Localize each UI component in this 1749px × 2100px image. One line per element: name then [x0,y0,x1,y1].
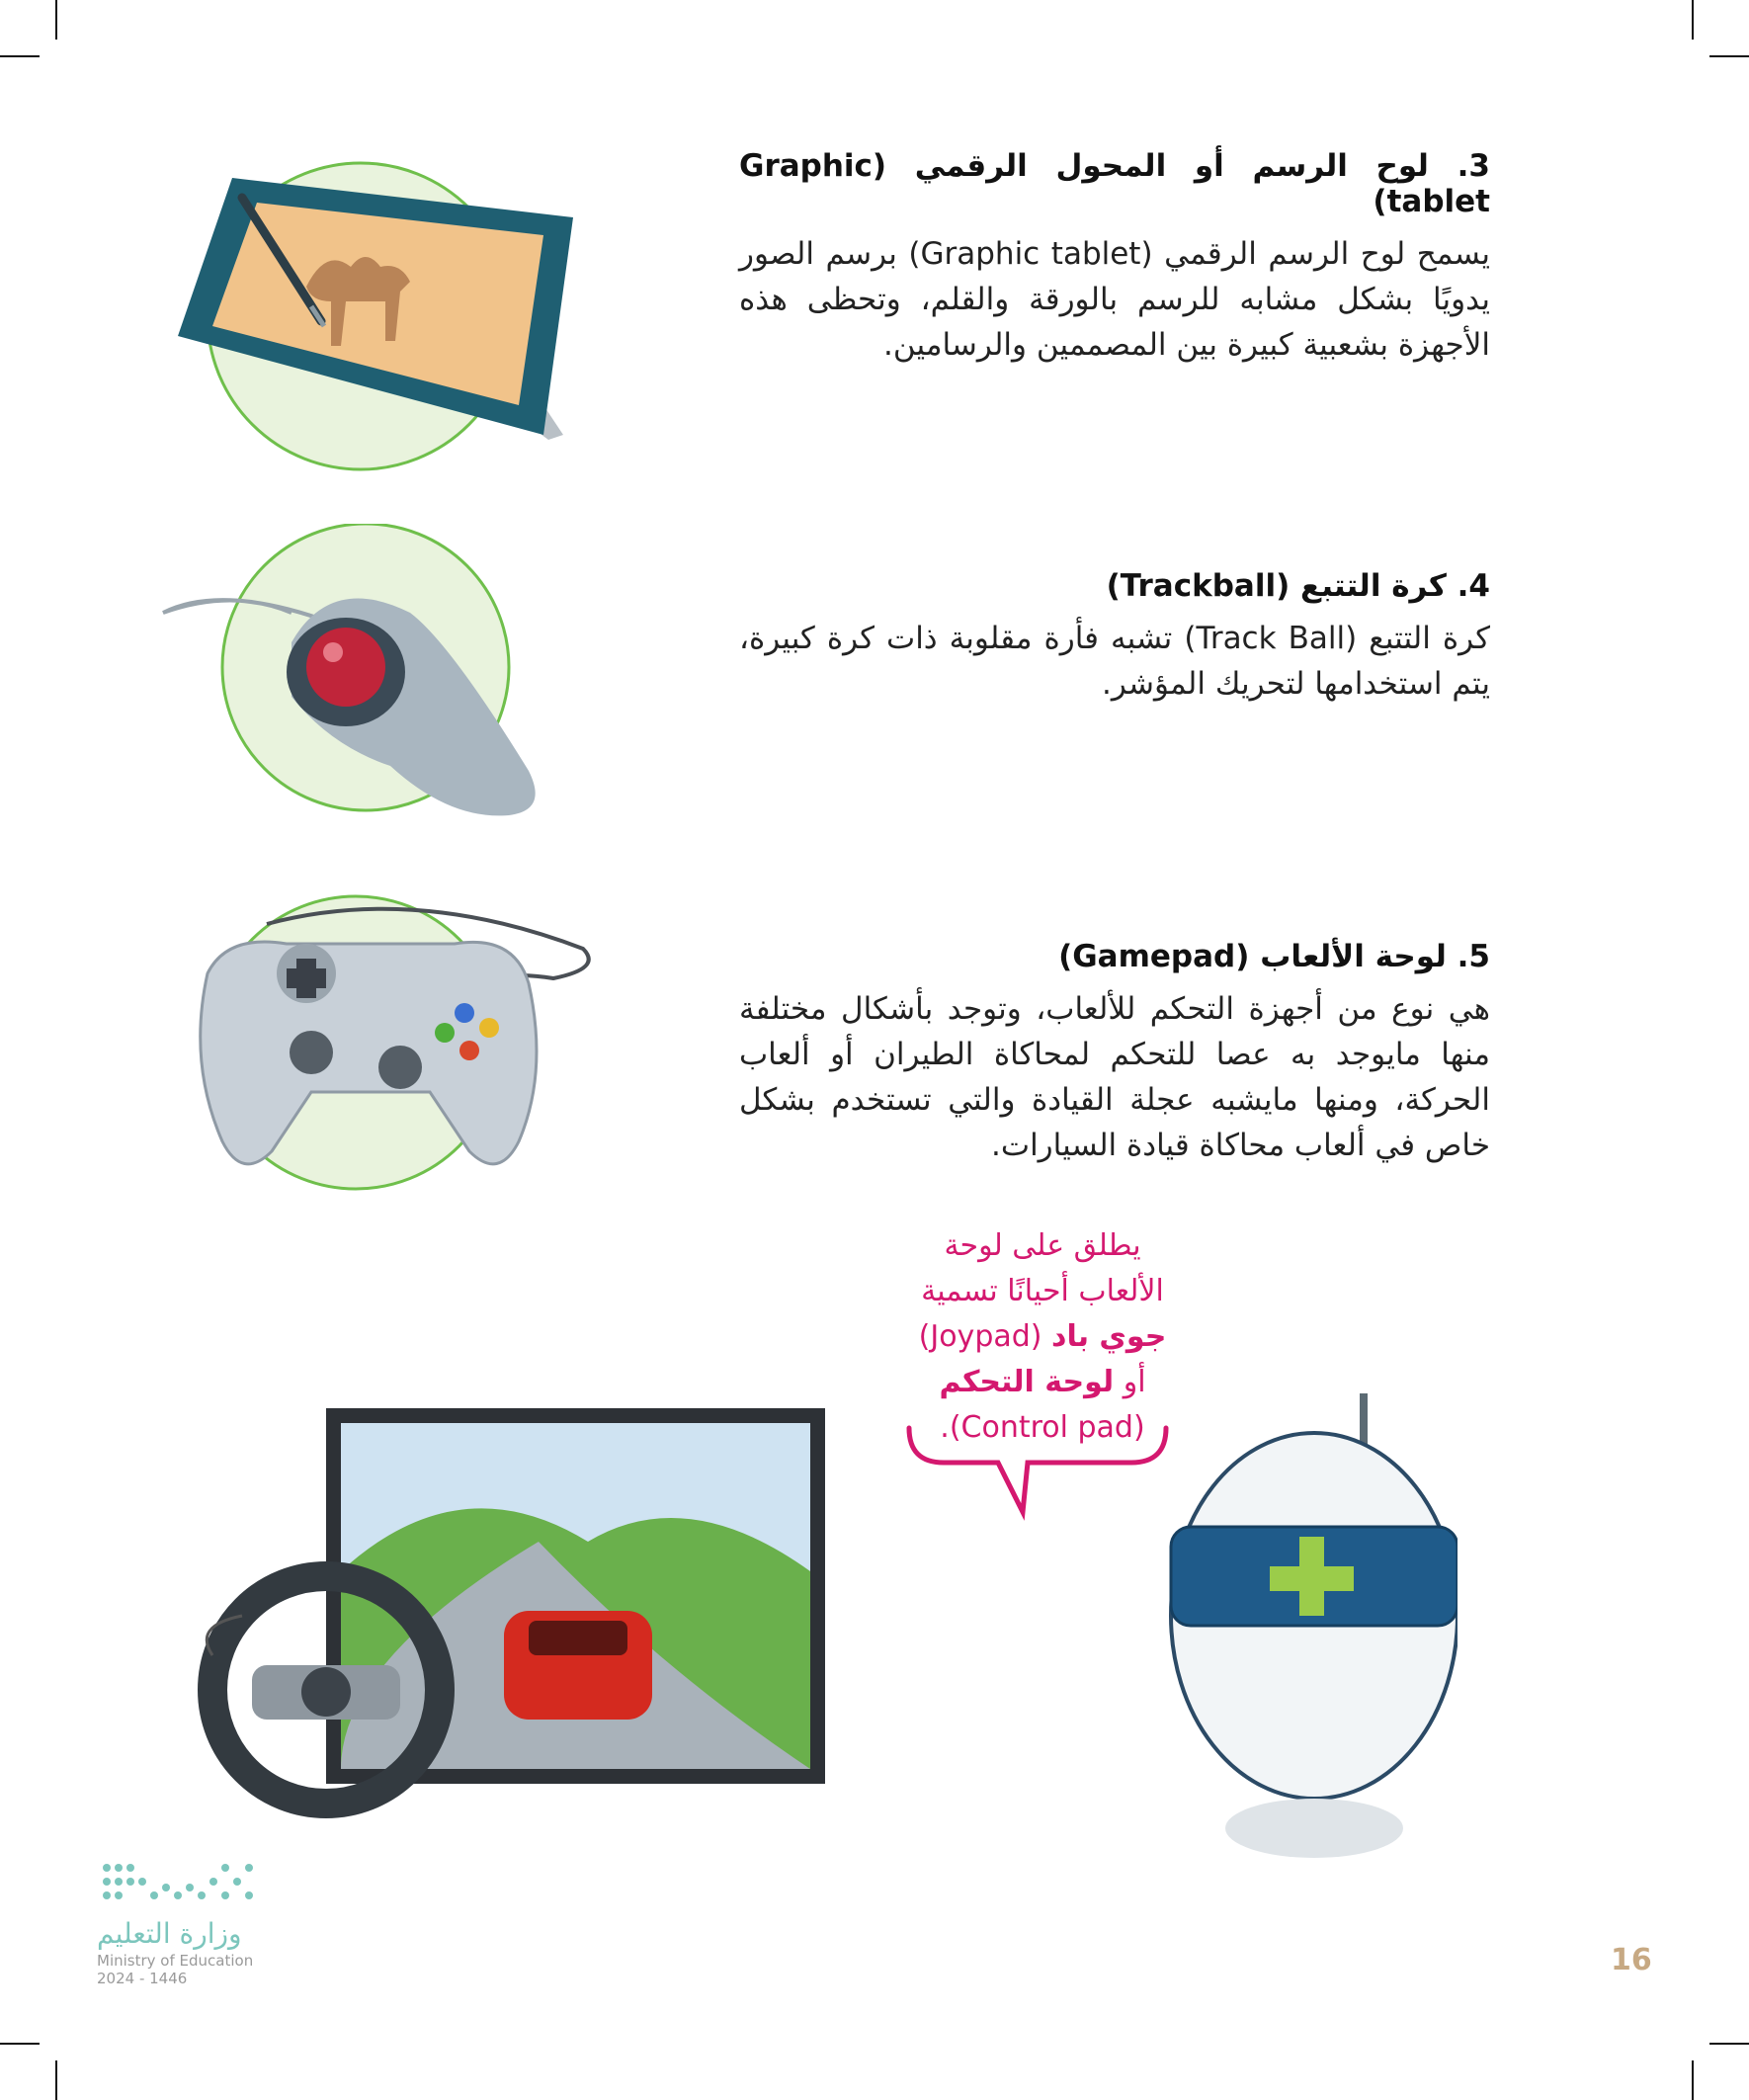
bubble-connector: أو [1114,1365,1146,1399]
button-blue-icon [455,1003,474,1023]
section-graphic-tablet [739,148,1490,368]
crop-mark [1692,0,1694,40]
robot-base [1225,1799,1403,1858]
button-yellow-icon [479,1018,499,1038]
racing-game-illustration [163,1403,835,1843]
crop-mark [1709,55,1749,57]
section-title: 3. لوح الرسم أو المحول الرقمي (Graphic tablet) [739,148,1490,219]
gamepad-illustration [148,894,613,1235]
right-stick-icon [378,1046,422,1089]
trackball-highlight [323,642,343,662]
crop-mark [1692,2060,1694,2100]
bubble-line [860,1314,1225,1360]
ministry-name-english: Ministry of Education [97,1952,254,1970]
ministry-name-arabic: وزارة التعليم [97,1917,242,1950]
crop-mark [0,55,40,57]
trackball-illustration [143,524,558,850]
joypad-english: (Joypad) [918,1319,1052,1354]
ministry-logo [97,1858,314,1987]
graphic-tablet-illustration [148,138,583,479]
control-pad-term: لوحة التحكم [939,1365,1115,1399]
section-gamepad [739,939,1490,1168]
crop-mark [1709,2043,1749,2045]
bubble-line: (Control pad). [940,1410,1145,1445]
trackball-ball-icon [306,628,385,707]
ministry-year: 2024 - 1446 [97,1970,188,1987]
joypad-term: جوي باد [1051,1319,1167,1354]
page-number: 16 [1611,1943,1652,1977]
bubble-line: الألعاب أحيانًا تسمية [921,1274,1164,1308]
section-title: 5. لوحة الألعاب (Gamepad) [1058,939,1490,974]
crop-mark [0,2043,40,2045]
section-body: يسمح لوح الرسم الرقمي (Graphic tablet) برسم الصور يدويًا بشكل مشابه للرسم بالورقة والقلم، وتحظى هذه الأجهزة بشعبية كبيرة بين المصممين والرسامين. [739,236,1490,363]
section-title: 4. كرة التتبع (Trackball) [1106,568,1490,604]
section-body: هي نوع من أجهزة التحكم للألعاب، وتوجد بأشكال مختلفة منها مايوجد به عصا للتحكم لمحاكاة الطيران أو ألعاب الحركة، ومنها مايشبه عجلة القيادة والتي تستخدم بشكل خاص في ألعاب محاكاة قيادة السيارات. [739,991,1490,1163]
left-stick-icon [290,1031,333,1074]
section-trackball [739,568,1490,707]
bubble-line: يطلق على لوحة [944,1228,1141,1263]
button-red-icon [459,1041,479,1060]
ministry-logo-dots-icon [97,1858,265,1907]
crop-mark [55,0,57,40]
section-body: كرة التتبع (Track Ball) تشبه فأرة مقلوبة ذات كرة كبيرة، يتم استخدامها لتحريك المؤشر. [739,621,1490,702]
robot-mascot-illustration [1141,1388,1458,1868]
button-green-icon [435,1023,455,1043]
crop-mark [55,2060,57,2100]
